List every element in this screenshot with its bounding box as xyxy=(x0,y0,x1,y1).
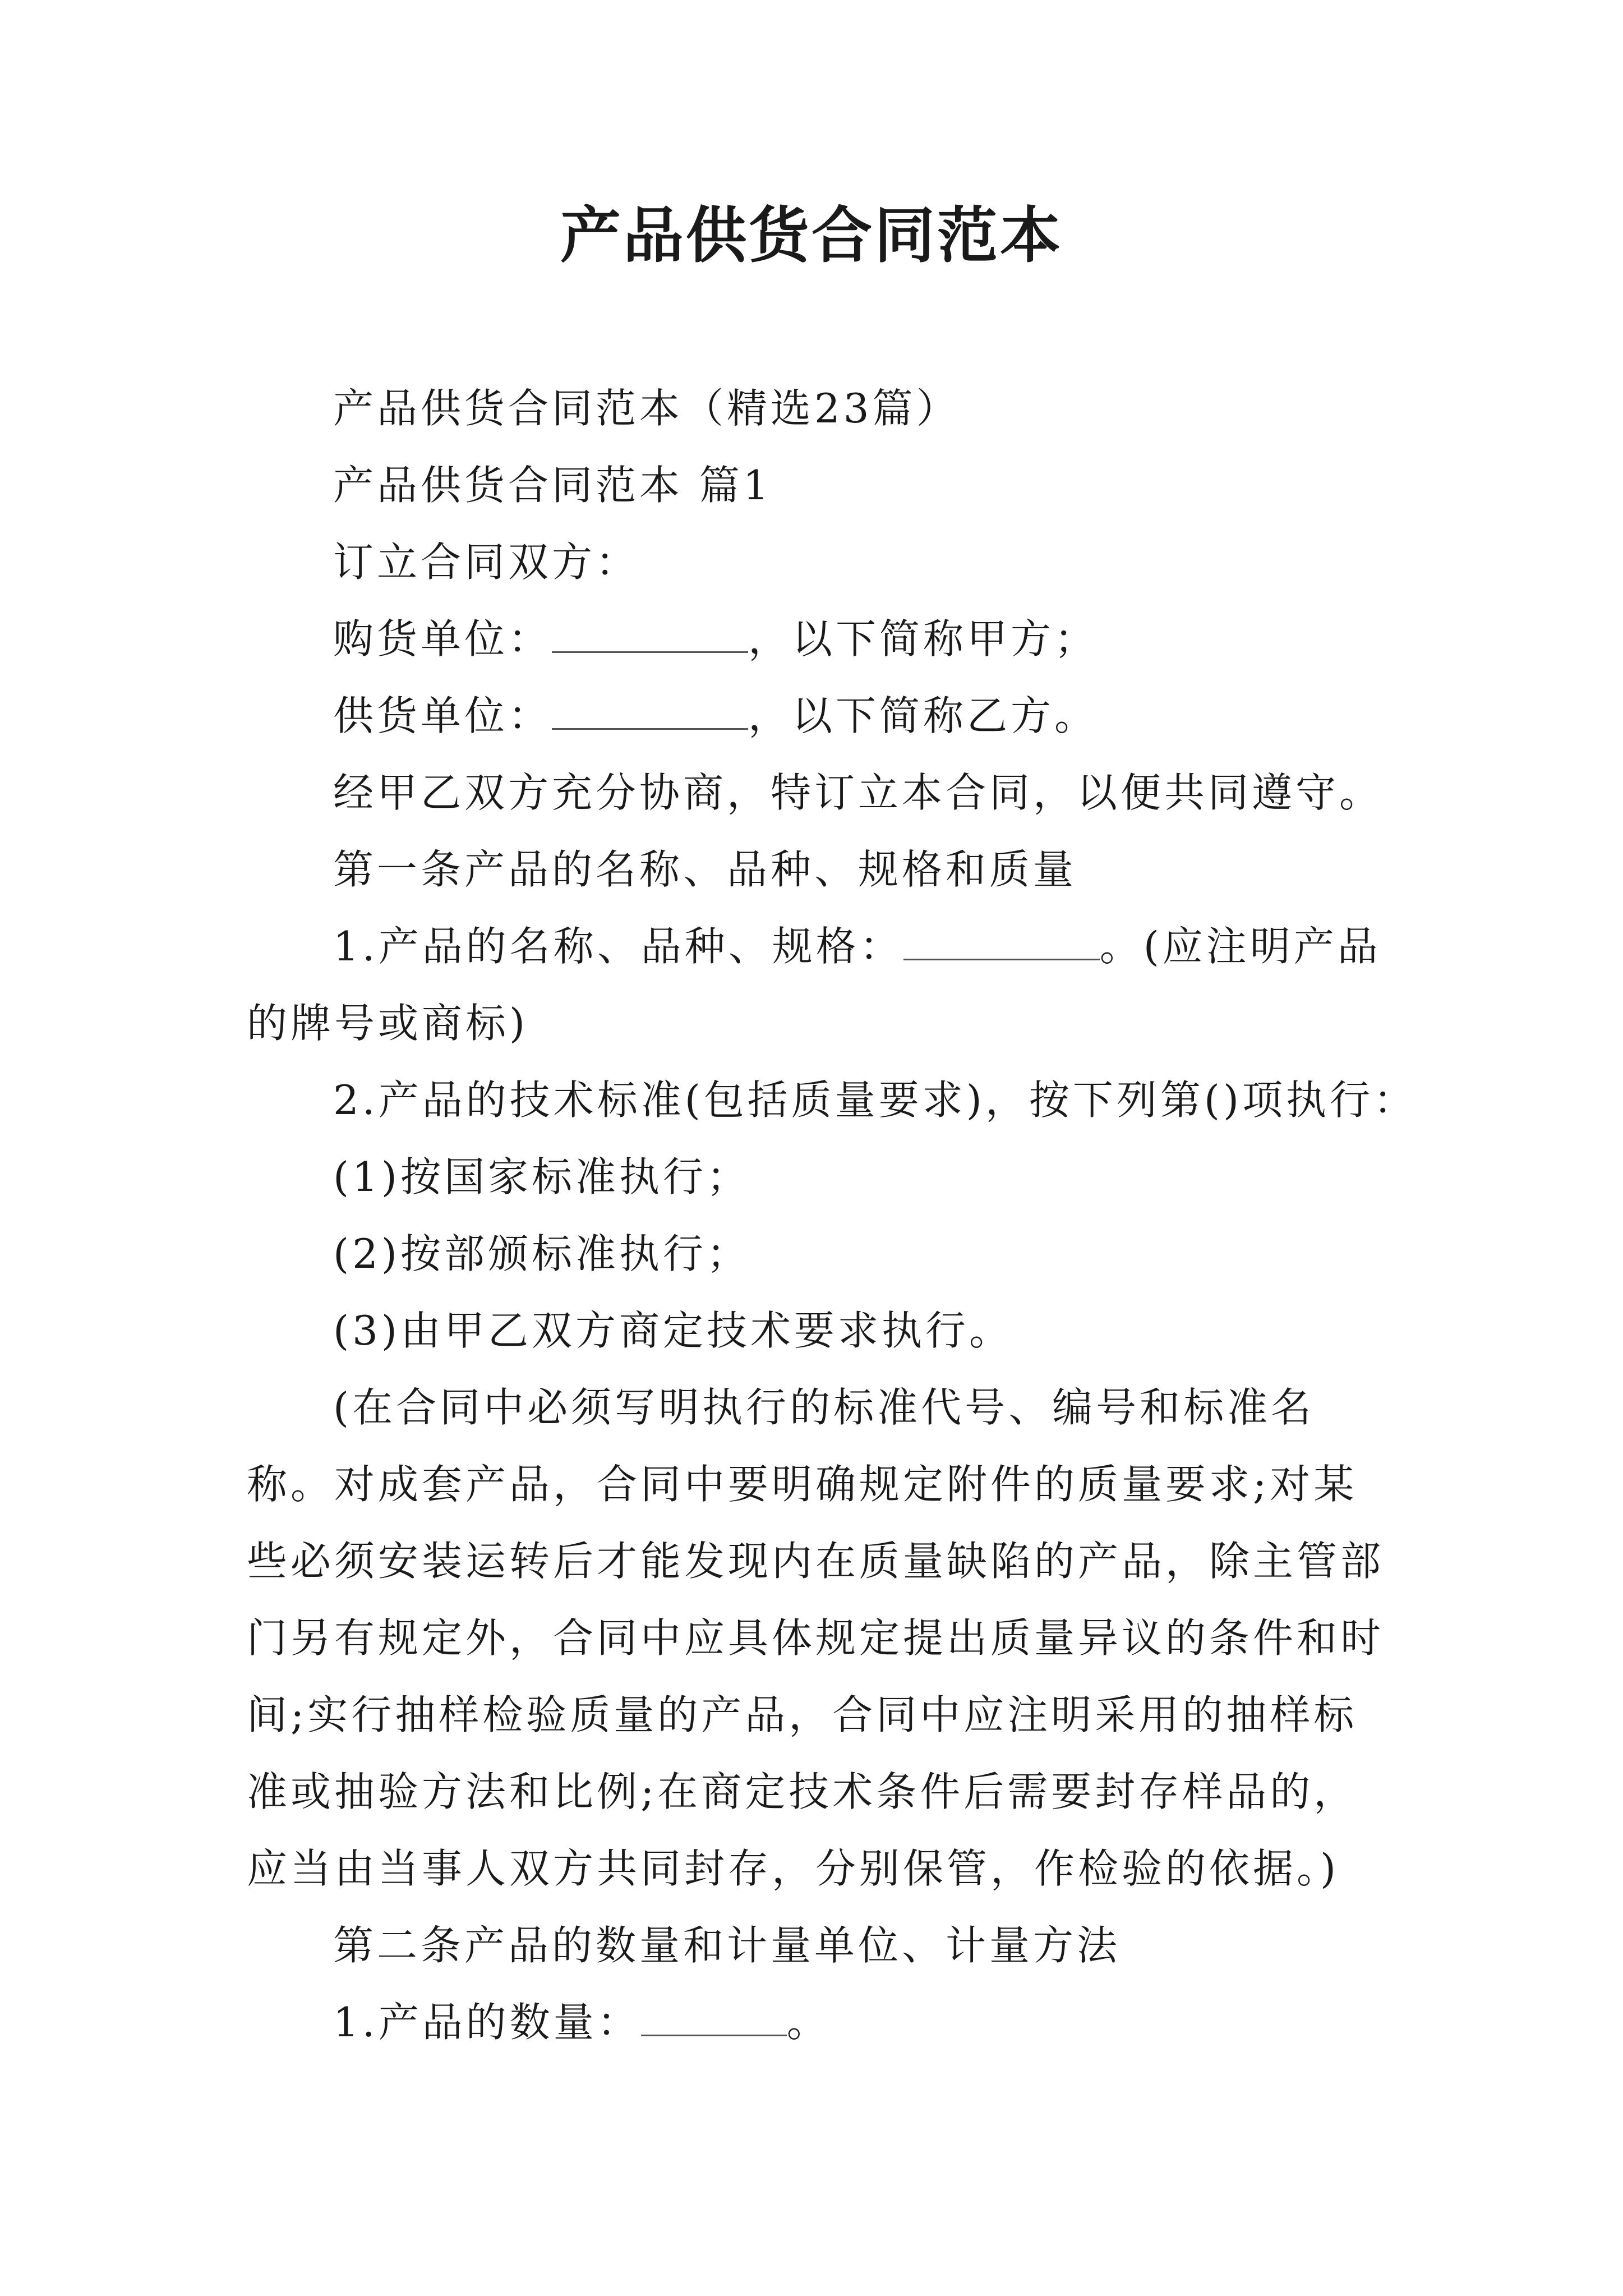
paragraph-supplier xyxy=(247,678,1391,754)
paragraph-option-1: (1)按国家标准执行； xyxy=(333,1153,750,1200)
document-body xyxy=(247,370,1418,2061)
paragraph-parties: 订立合同双方： xyxy=(333,539,640,586)
buyer-suffix: ，以下简称甲方； xyxy=(748,615,1099,662)
product-spec-blank xyxy=(903,921,1100,960)
paragraph-section-heading: 产品供货合同范本 篇1 xyxy=(333,462,772,509)
paragraph-subtitle: 产品供货合同范本（精选23篇） xyxy=(333,385,960,432)
product-spec-suffix: 。(应注明产品的牌号或商标) xyxy=(247,923,1381,1047)
buyer-label: 购货单位： xyxy=(333,615,552,662)
paragraph-agreement: 经甲乙双方充分协商，特订立本合同，以便共同遵守。 xyxy=(333,769,1384,816)
paragraph-option-2: (2)按部颁标准执行； xyxy=(333,1230,750,1277)
paragraph-option-3: (3)由甲乙双方商定技术要求执行。 xyxy=(333,1307,1013,1354)
paragraph-product-spec xyxy=(247,908,1391,1062)
supplier-suffix: ，以下简称乙方。 xyxy=(748,692,1099,739)
quantity-label: 1.产品的数量： xyxy=(333,1999,641,2046)
paragraph-standard-note: (在合同中必须写明执行的标准代号、编号和标准名称。对成套产品，合同中要明确规定附件的质量要求;对某些必须安装运转后才能发现内在质量缺陷的产品，除主管部门另有规定外，合同中应具体规定提出质量异议的条件和时间;实行抽样检验质量的产品，合同中应注明采用的抽样标准或抽验方法和比例;在商定技术条件后需要封存样品的，应当由当事人双方共同封存，分别保管，作检验的依据。) xyxy=(247,1384,1385,1892)
paragraph-article-2: 第二条产品的数量和计量单位、计量方法 xyxy=(333,1922,1121,1969)
document-title: 产品供货合同范本 xyxy=(560,200,1063,271)
buyer-blank xyxy=(552,613,748,653)
paragraph-quantity xyxy=(247,1984,1391,2061)
paragraph-article-1: 第一条产品的名称、品种、规格和质量 xyxy=(333,846,1077,893)
quantity-blank xyxy=(641,1996,787,2036)
paragraph-buyer xyxy=(247,601,1391,678)
supplier-label: 供货单位： xyxy=(333,692,552,739)
paragraph-tech-standard: 2.产品的技术标准(包括质量要求)，按下列第()项执行： xyxy=(333,1076,1418,1124)
quantity-suffix: 。 xyxy=(786,1999,831,2046)
supplier-blank xyxy=(552,690,748,730)
product-spec-label: 1.产品的名称、品种、规格： xyxy=(333,923,903,970)
